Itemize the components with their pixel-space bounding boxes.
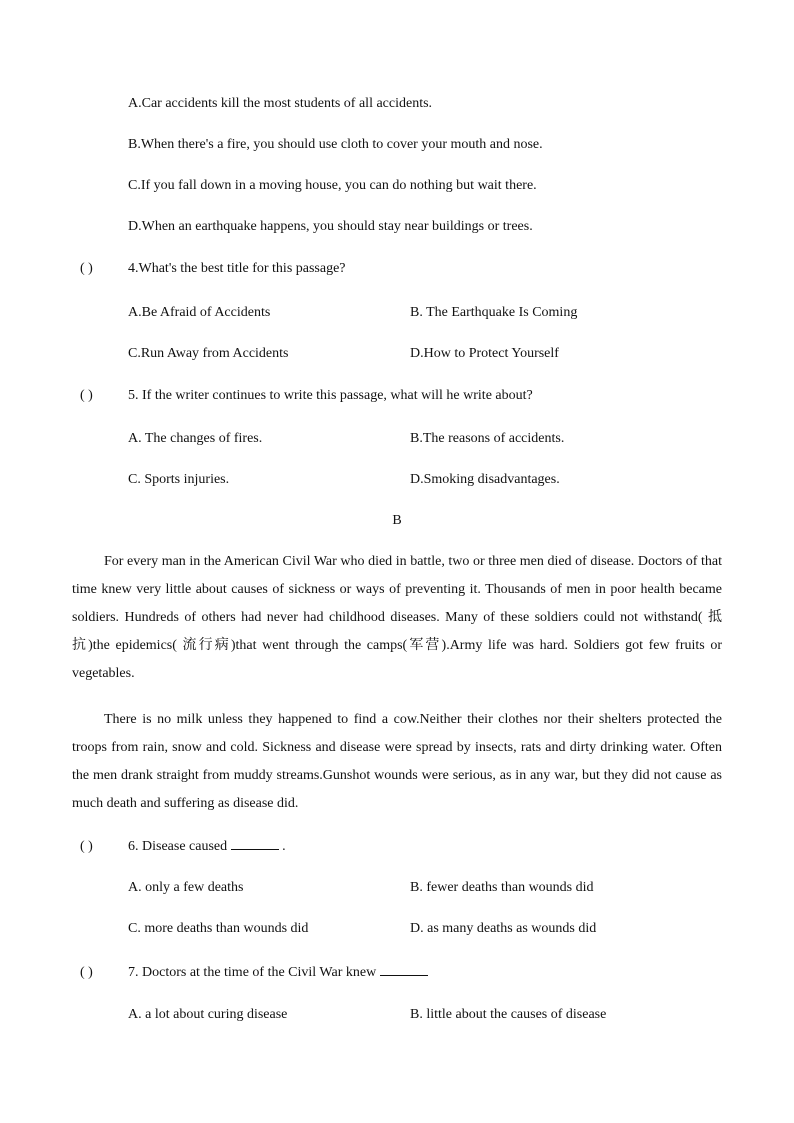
question-5-stem: 5. If the writer continues to write this passage, what will he write about? [128,388,533,403]
question-7 [80,962,428,982]
passage-paragraph-1: For every man in the American Civil War who died in battle, two or three men died of disease. Doctors of that time knew very little about causes of sickness or ways of preventing it. Thousands of men in poor health became soldiers. Hundreds of others had never had childhood diseases. Many of these soldiers could not withstand( 抵抗)the epidemics( 流行病)that went through the camps(军营).Army life was hard. Soldiers got few fruits or vegetables. [72,554,722,681]
q6-option-d: D. as many deaths as wounds did [410,921,597,936]
question-7-stem: 7. Doctors at the time of the Civil War knew [128,965,377,980]
q5-option-b: B.The reasons of accidents. [410,431,565,446]
passage-paragraph-2: There is no milk unless they happened to find a cow.Neither their clothes nor their shelters protected the troops from rain, snow and cold. Sickness and disease were spread by insects, rats and dirty drinking water. Often the men drank straight from muddy streams.Gunshot wounds were serious, as in any war, but they did not cause as much death and suffering as disease did. [72,712,722,811]
q3-option-a: A.Car accidents kill the most students of all accidents. [128,96,433,111]
question-4-stem: 4.What's the best title for this passage? [128,261,346,276]
q5-option-c: C. Sports injuries. [128,472,230,487]
q6-option-a: A. only a few deaths [128,880,244,895]
q7-option-a: A. a lot about curing disease [128,1007,288,1022]
q4-option-d: D.How to Protect Yourself [410,346,559,361]
question-6-stem: 6. Disease caused [128,839,228,854]
q6-option-c: C. more deaths than wounds did [128,921,309,936]
answer-blank-7[interactable]: ( ) [80,965,93,980]
answer-blank-5[interactable]: ( ) [80,388,93,403]
answer-blank-4[interactable]: ( ) [80,261,93,276]
question-4 [80,260,346,278]
q6-option-b: B. fewer deaths than wounds did [410,880,594,895]
fill-in-blank-7[interactable] [380,962,428,976]
q5-option-a: A. The changes of fires. [128,431,263,446]
question-6-tail: . [282,839,286,854]
question-5 [80,387,533,405]
q3-option-c: C.If you fall down in a moving house, you can do nothing but wait there. [128,178,537,193]
section-heading: B [392,513,402,528]
q4-option-a: A.Be Afraid of Accidents [128,305,271,320]
q4-option-c: C.Run Away from Accidents [128,346,289,361]
fill-in-blank-6[interactable] [231,836,279,850]
q3-option-b: B.When there's a fire, you should use cloth to cover your mouth and nose. [128,137,543,152]
q4-option-b: B. The Earthquake Is Coming [410,305,578,320]
q5-option-d: D.Smoking disadvantages. [410,472,560,487]
q7-option-b: B. little about the causes of disease [410,1007,607,1022]
question-6 [80,836,286,856]
answer-blank-6[interactable]: ( ) [80,839,93,854]
q3-option-d: D.When an earthquake happens, you should stay near buildings or trees. [128,219,533,234]
